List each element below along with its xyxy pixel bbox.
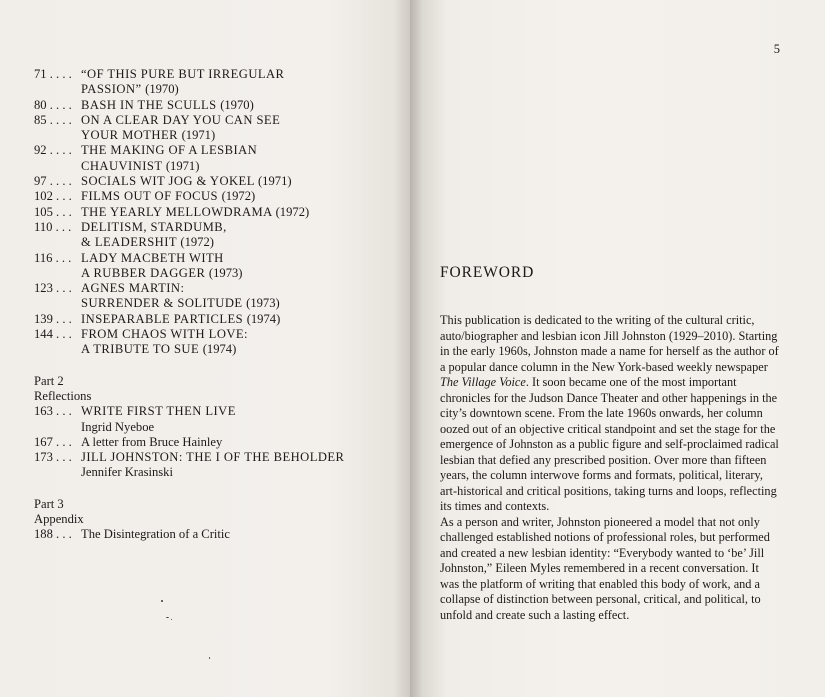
toc-year: (1972) [221, 189, 256, 204]
toc-year: (1973) [246, 296, 280, 311]
page-number: 5 [773, 42, 780, 56]
toc-entry [34, 404, 404, 435]
paragraph: As a person and writer, Johnston pioneered a model that not only challenged established notions of professional roles, but performed and created a new lesbian identity: “Everybody wanted to ‘be’ Jill Johnston,” Eileen Myles remembered in a recent conversation. It was the platform of writing that enabled this body of work, and a collapse of distinction between personal, critical, and political, to unfold and create such a lasting effect. [440, 514, 770, 622]
toc-title-line: CHAUVINIST [81, 158, 163, 173]
toc-title-line: & LEADERSHIT [81, 235, 177, 250]
speck [209, 657, 210, 659]
toc-page-number: 173 . . . [34, 450, 72, 465]
toc-page-number: 144 . . . [34, 327, 72, 342]
toc-title-line: SURRENDER & SOLITUDE [81, 296, 243, 311]
toc-entry [34, 67, 404, 98]
toc-entry [34, 281, 404, 312]
toc-title-line: PASSION” [81, 82, 142, 97]
toc-entry [34, 450, 404, 481]
toc-title-line: YOUR MOTHER [81, 128, 178, 143]
toc-title-line: LADY MACBETH WITH [81, 250, 224, 265]
speck [166, 617, 169, 618]
speck [171, 619, 172, 620]
toc-entry [34, 174, 404, 189]
speck [161, 600, 163, 602]
toc-page-number: 85 . . . . [34, 112, 72, 127]
toc-title [81, 98, 404, 113]
toc-page-number: 110 . . . [34, 219, 72, 234]
toc-year: (1970) [145, 82, 179, 97]
toc-title-line: THE YEARLY MELLOWDRAMA [81, 204, 272, 219]
toc-entry [34, 98, 404, 113]
toc-title-line: INSEPARABLE PARTICLES [81, 311, 244, 326]
toc-title-line: JILL JOHNSTON: THE I OF THE BEHOLDER [81, 450, 345, 465]
toc-title [81, 220, 404, 251]
toc-year: (1974) [246, 311, 281, 326]
toc-title-line: WRITE FIRST THEN LIVE [81, 404, 236, 419]
foreword-heading: FOREWORD [440, 264, 535, 281]
part-label: Part 2 [34, 373, 64, 388]
toc-title-line: A RUBBER DAGGER [81, 265, 206, 280]
toc-entry [34, 205, 404, 220]
toc-page-number: 123 . . . [34, 281, 72, 296]
toc-title [81, 281, 404, 312]
toc-author: Jennifer Krasinski [81, 465, 173, 480]
toc-entry [34, 189, 404, 204]
toc-title [81, 312, 404, 327]
toc-title-line: AGNES MARTIN: [81, 281, 185, 296]
toc-title [81, 189, 404, 204]
toc-title-line: DELITISM, STARDUMB, [81, 219, 227, 234]
toc-title [81, 143, 404, 174]
toc-title: The Disintegration of a Critic [81, 527, 230, 542]
toc-year: (1970) [220, 97, 254, 112]
toc-year: (1971) [165, 158, 200, 173]
toc-page-number: 102 . . . [34, 189, 72, 204]
toc-title-line: ON A CLEAR DAY YOU CAN SEE [81, 112, 281, 127]
toc-title [81, 251, 404, 282]
toc-year: (1971) [257, 174, 292, 189]
toc-title [81, 67, 404, 98]
toc-year: (1974) [202, 342, 237, 357]
toc-page-number: 80 . . . . [34, 97, 72, 112]
toc-title: A letter from Bruce Hainley [81, 434, 223, 449]
toc-page-number: 105 . . . [34, 204, 72, 219]
left-page [0, 0, 410, 697]
toc-entry [34, 312, 404, 327]
paragraph [440, 313, 780, 515]
toc-year: (1972) [275, 204, 310, 219]
toc-entry [34, 251, 404, 282]
toc-year: (1973) [208, 265, 243, 280]
paragraph-text: This publication is dedicated to the writing of the cultural critic, auto/biographer and lesbian icon Jill Johnston (1929–2010). Starting in the early 1960s, Johnston made a name for herself as the author of a popular dance column in the New York-based weekly newspaper [440, 313, 779, 374]
toc-title-line: SOCIALS WIT JOG & YOKEL [81, 174, 255, 189]
toc-page-number: 92 . . . . [34, 143, 72, 158]
toc-entry [34, 327, 404, 358]
toc-year: (1972) [180, 235, 214, 250]
toc-title [81, 450, 404, 481]
toc-page-number: 71 . . . . [34, 67, 72, 81]
toc-page-number: 116 . . . [34, 250, 72, 265]
toc-page-number: 97 . . . . [34, 174, 72, 189]
toc-part-2 [34, 374, 404, 481]
toc-part-3 [34, 497, 404, 543]
part-title: Reflections [34, 388, 92, 403]
toc-title [81, 205, 404, 220]
toc-title [81, 327, 404, 358]
toc-entry [34, 435, 404, 450]
toc-title-line: FILMS OUT OF FOCUS [81, 189, 218, 204]
toc-title-line: BASH IN THE SCULLS [81, 97, 217, 112]
table-of-contents [34, 67, 404, 543]
part-title: Appendix [34, 512, 84, 527]
toc-page-number: 188 . . . [34, 527, 72, 542]
toc-entry [34, 527, 404, 542]
toc-entry [34, 113, 404, 144]
toc-entry [34, 143, 404, 174]
toc-title-line: A TRIBUTE TO SUE [81, 342, 200, 357]
toc-page-number: 163 . . . [34, 404, 72, 419]
toc-page-number: 139 . . . [34, 311, 72, 326]
toc-title-line: THE MAKING OF A LESBIAN [81, 143, 258, 158]
toc-title-line: “OF THIS PURE BUT IRREGULAR [81, 67, 285, 81]
publication-title: The Village Voice [440, 375, 526, 389]
toc-page-number: 167 . . . [34, 434, 72, 449]
toc-author: Ingrid Nyeboe [81, 419, 155, 434]
part-label: Part 3 [34, 496, 64, 511]
toc-title [81, 404, 404, 435]
toc-title-line: FROM CHAOS WITH LOVE: [81, 327, 248, 342]
toc-entry [34, 220, 404, 251]
toc-title [81, 113, 404, 144]
foreword-body [440, 313, 780, 623]
toc-year: (1971) [181, 128, 216, 143]
toc-title [81, 174, 404, 189]
paragraph-text: . It soon became one of the most important chronicles for the Judson Dance Theater and other happenings in the city’s downtown scene. From the late 1960s onwards, her column oozed out of an objective critical standpoint and set the stage for the emergence of Johnston as a public figure and self-proclaimed radical lesbian that defied any prescribed position. Over more than fifteen years, the column interwove forms and formats, political, literary, art-historical and critical positions, taking turns and loops, reflecting its times and contexts. [440, 375, 779, 513]
